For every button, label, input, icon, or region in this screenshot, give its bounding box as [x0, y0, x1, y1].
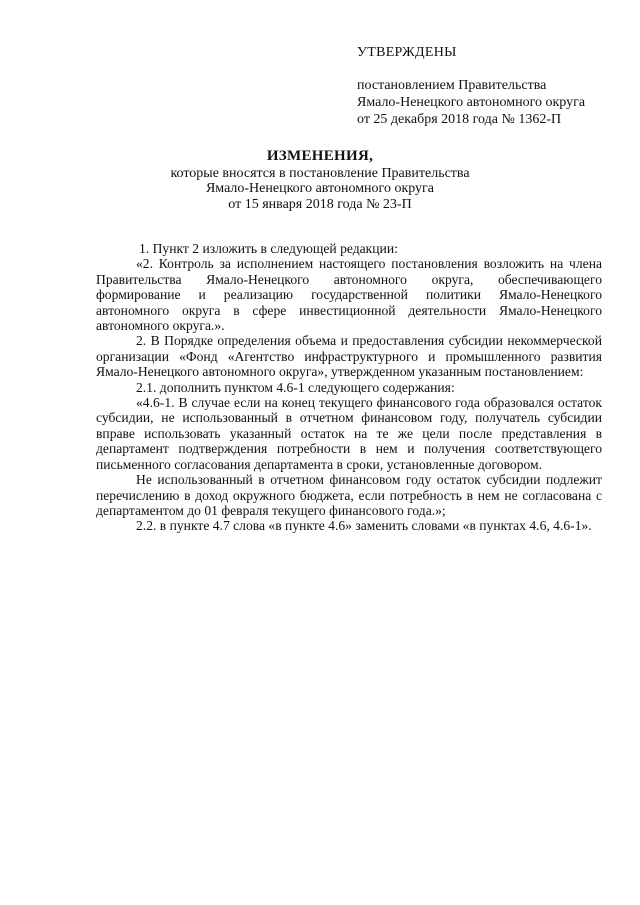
paragraph-5: «4.6-1. В случае если на конец текущего финансового года образовался остаток субсидии, не использованный в отчетном финансовом году, получатель субсидии вправе использовать указанный остаток на те же цели после представления в департамент подтверждения потребности в нем и получения соответствующего письменного согласования департамента в сроки, установленные договором.: [96, 395, 602, 472]
approval-line-2: Ямало-Ненецкого автономного округа: [357, 95, 586, 110]
paragraph-4: 2.1. дополнить пунктом 4.6-1 следующего содержания:: [136, 379, 455, 395]
approval-line-1: постановлением Правительства: [357, 78, 547, 93]
title-line-3: от 15 января 2018 года № 23-П: [228, 196, 412, 212]
paragraph-6: Не использованный в отчетном финансовом году остаток субсидии подлежит перечислению в доход окружного бюджета, если потребность в нем не согласована с департаментом до 01 февраля текущего финансового года.»;: [96, 472, 602, 518]
approval-heading: УТВЕРЖДЕНЫ: [357, 45, 457, 60]
document-title-block: [0, 149, 640, 212]
title-line-1: которые вносятся в постановление Правительства: [170, 165, 470, 181]
document-body: [96, 241, 602, 534]
paragraph-3: 2. В Порядке определения объема и предоставления субсидии некоммерческой организации «Фонд «Агентство инфраструктурного и промышленного развития Ямало-Ненецкого автономного округа», утвержденном указанным постановлением:: [96, 333, 602, 380]
paragraph-1: 1. Пункт 2 изложить в следующей редакции:: [139, 241, 398, 256]
paragraph-7: 2.2. в пункте 4.7 слова «в пункте 4.6» заменить словами «в пунктах 4.6, 4.6-1».: [136, 518, 592, 534]
document-title: ИЗМЕНЕНИЯ,: [266, 148, 374, 164]
approval-stamp: [357, 44, 585, 128]
title-line-2: Ямало-Ненецкого автономного округа: [205, 181, 435, 196]
paragraph-2: «2. Контроль за исполнением настоящего постановления возложить на члена Правительства Ямало-Ненецкого автономного округа, обеспечивающего формирование и реализацию государственной политики Ямало-Ненецкого автономного округа в сфере инвестиционной деятельности Ямало-Ненецкого автономного округа.».: [96, 256, 602, 334]
approval-line-3: от 25 декабря 2018 года № 1362-П: [357, 112, 562, 127]
